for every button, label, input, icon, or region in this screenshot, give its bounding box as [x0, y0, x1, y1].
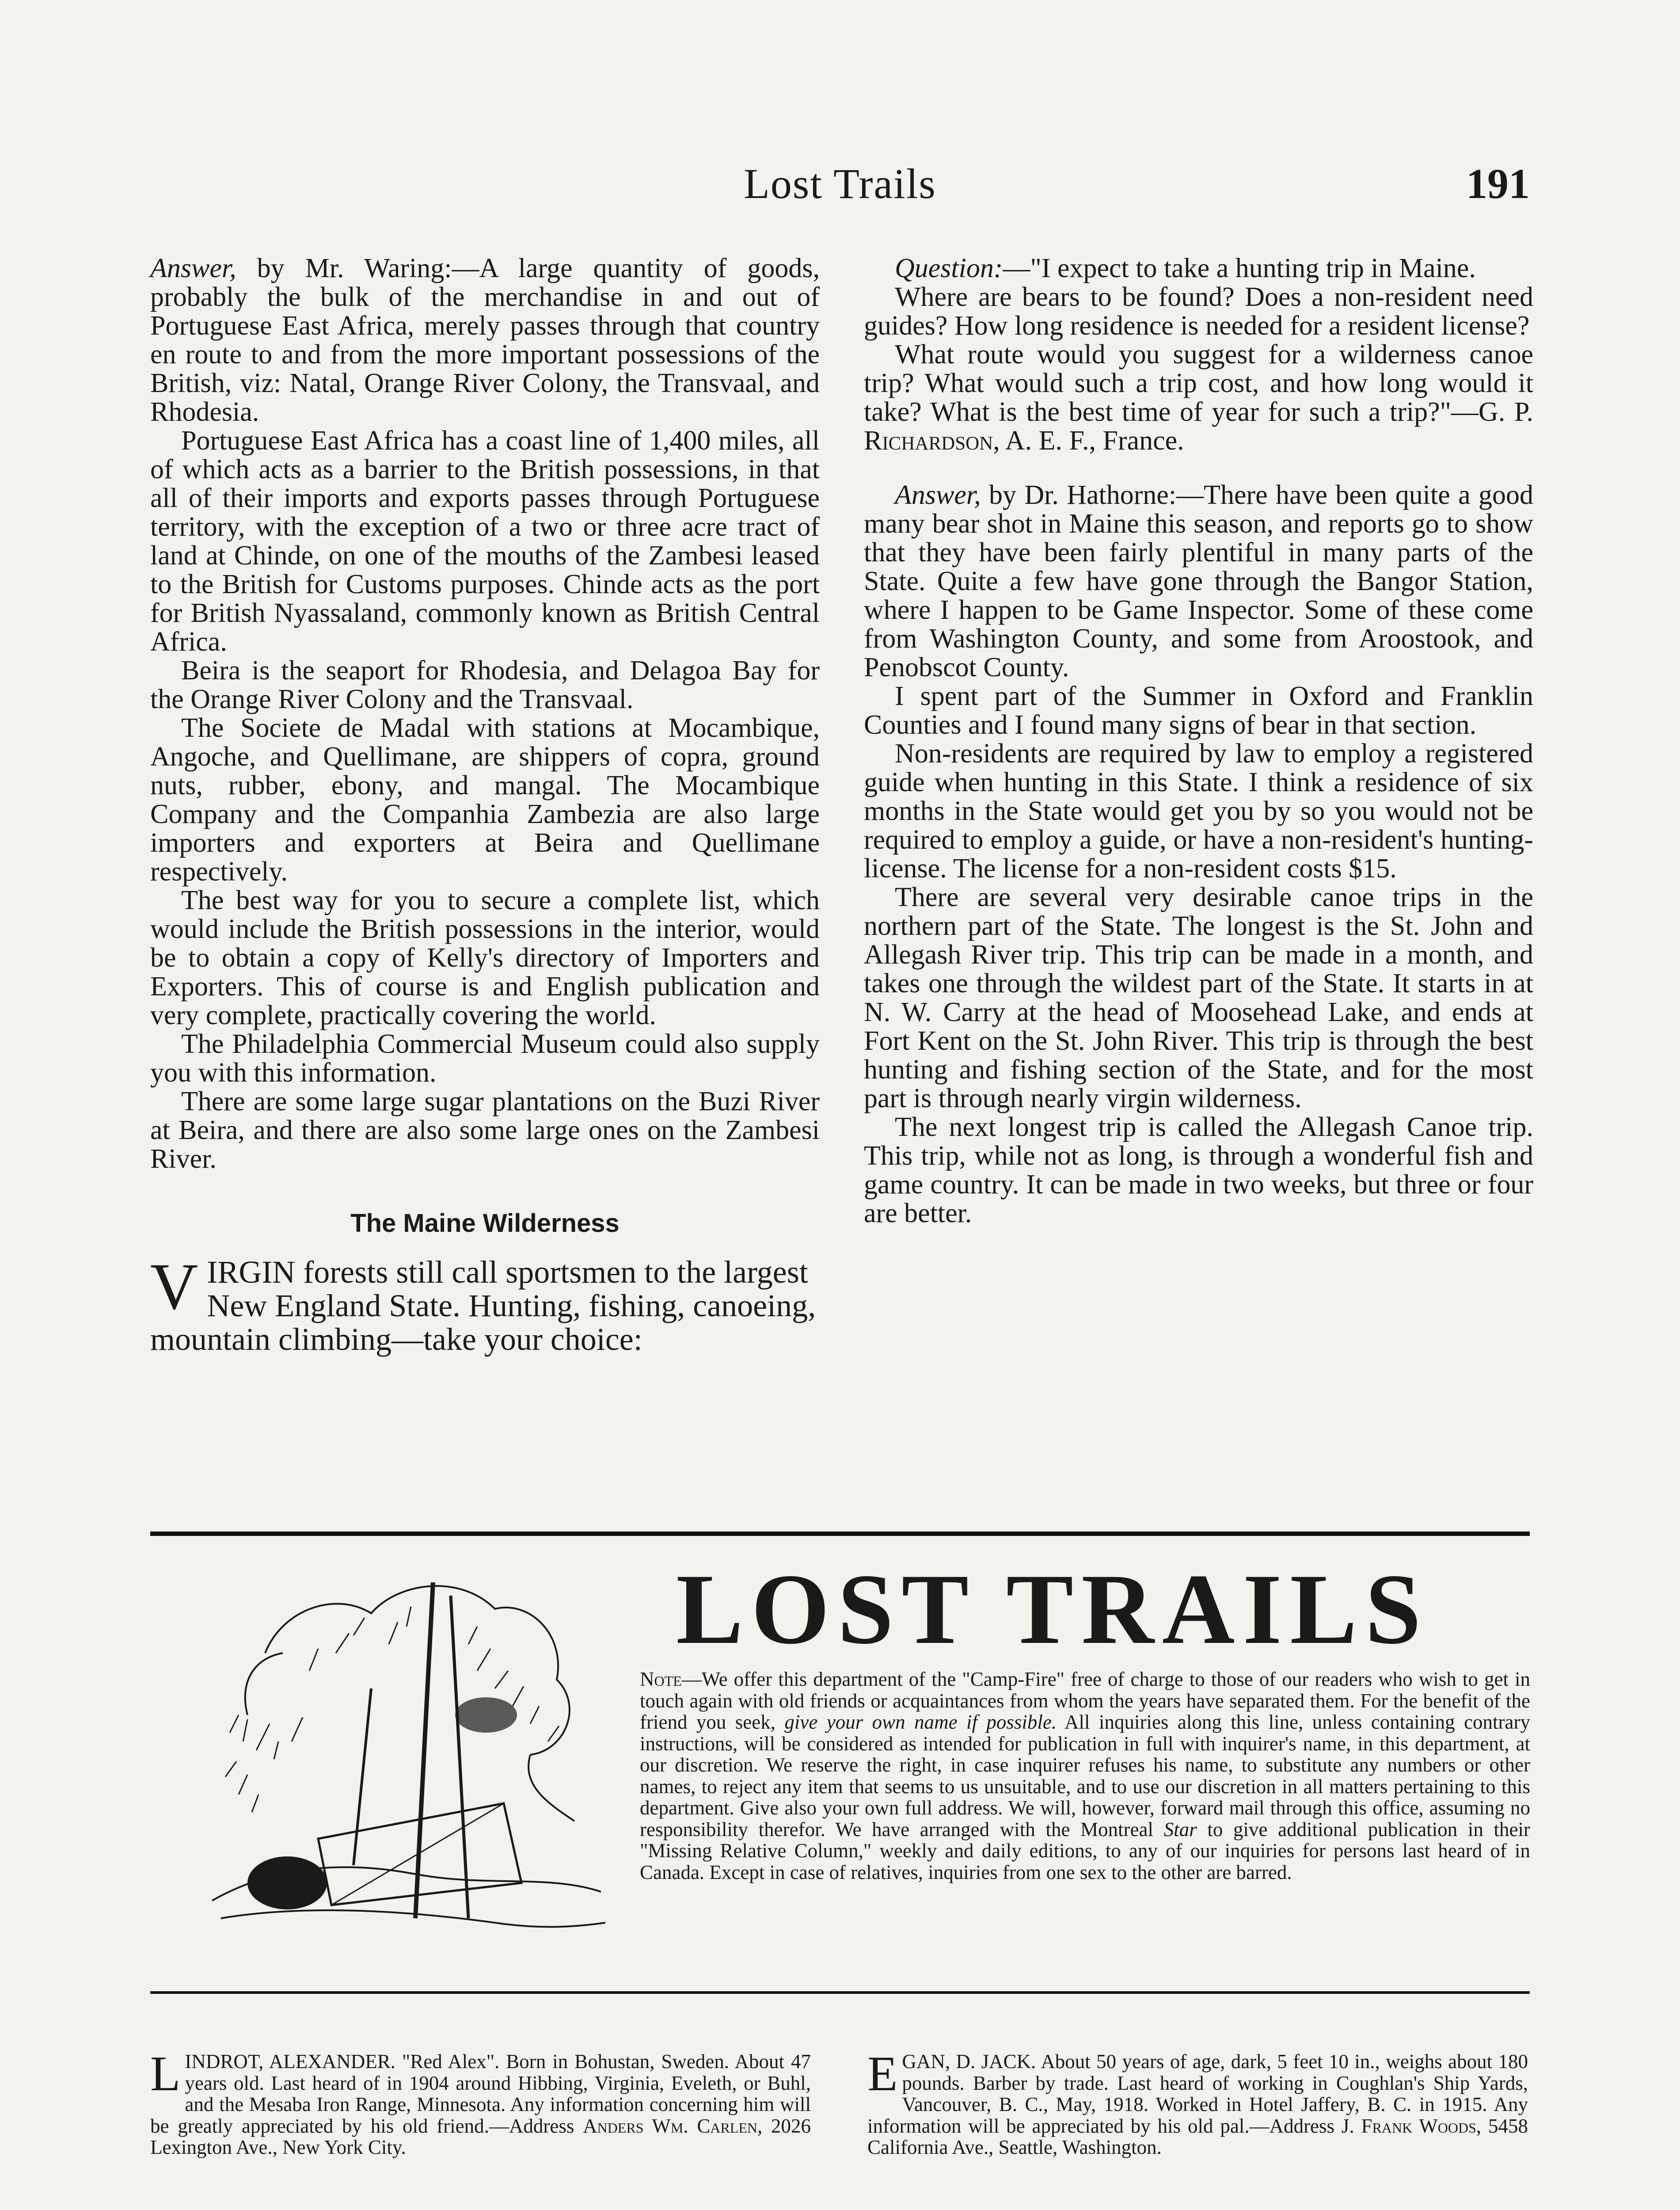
note-text: to give additional publication in their "Missing Relative Column," weekly and daily editions, to any of our inquiries for persons last heard of in Canada. Except in case of relatives, inquiries from one sex to the other are barred.	[640, 1818, 1530, 1883]
note-emphasis: give your own name if possible.	[784, 1711, 1057, 1733]
paragraph: Where are bears to be found? Does a non-resident need guides? How long residence is needed for a resident license?	[864, 282, 1533, 341]
paragraph: The best way for you to secure a complete list, which would include the British possessions in the interior, would be to obtain a copy of Kelly's directory of Importers and Exporters. This of course is and English publication and very complete, practically covering the world.	[150, 885, 820, 1030]
note-text: —We offer this department of the "Camp-Fire" free of charge to those of our readers who wish to get in touch again with old friends or acquaintances from whom the years have separated them. For the benefit of the friend you seek,	[640, 1668, 1530, 1733]
entry-lindrot	[150, 2046, 811, 2158]
paragraph: Beira is the seaport for Rhodesia, and Delagoa Bay for the Orange River Colony and the Transvaal.	[150, 655, 820, 714]
lede-paragraph	[150, 1250, 820, 1357]
answer-label: Answer,	[150, 253, 236, 283]
paragraph: The next longest trip is called the Allegash Canoe trip. This trip, while not as long, is through a wonderful fish and game country. It can be made in two weeks, but three or four are better.	[864, 1112, 1533, 1228]
entry-signature: J. Frank Woods,	[1341, 2115, 1482, 2137]
entry-drop-cap: E	[867, 2046, 898, 2101]
answer-waring-p1	[150, 254, 820, 427]
lost-trails-note	[640, 1669, 1530, 1883]
bottom-rule	[150, 1991, 1530, 1994]
paragraph: The Philadelphia Commercial Museum could also supply you with this information.	[150, 1029, 820, 1088]
answer-hathorne-p1	[864, 481, 1533, 682]
entry-signature: Anders Wm. Carlen,	[583, 2115, 763, 2137]
entry-text: 2026 Lexington Ave., New York City.	[150, 2115, 811, 2158]
question-label: Question:	[895, 253, 1003, 283]
entry-drop-cap: L	[150, 2046, 181, 2101]
running-head-title: Lost Trails	[744, 160, 936, 207]
paragraph: There are some large sugar plantations on the Buzi River at Beira, and there are also some large ones on the Zambesi River.	[150, 1086, 820, 1174]
paragraph-text: France.	[1095, 426, 1184, 456]
entry-text: INDROT, ALEXANDER. "Red Alex". Born in Bohustan, Sweden. About 47 years old. Last heard of in 1904 around Hibbing, Virginia, Eveleth, or Buhl, and the Mesaba Iron Range, Minnesota. Any information concerning him will be greatly appreciated by his old friend.—Address	[150, 2050, 811, 2137]
note-text: All inquiries along this line, unless containing contrary instructions, will be considered as intended for publication in full with inquirer's name, in this department, at our discretion. We reserve the right, in case inquirer refuses his name, to substitute any numbers or other names, to reject any item that seems to us unsuitable, and to use our discretion in all matters pertaining to this department. Give also your own full address. We will, however, forward mail through this office, assuming no responsibility therefor. We have arranged with the Montreal	[640, 1711, 1530, 1840]
entry-egan	[867, 2046, 1528, 2158]
section-heading: The Maine Wilderness	[350, 1209, 620, 1238]
page-number: 191	[1466, 160, 1530, 207]
paragraph: Portuguese East Africa has a coast line of 1,400 miles, all of which acts as a barrier to the British possessions, in that all of their imports and exports passes through Portuguese territory, with the exception of a two or three acre tract of land at Chinde, on one of the mouths of the Zambesi leased to the British for Customs purposes. Chinde acts as the port for British Nyassaland, commonly known as British Central Africa.	[150, 426, 820, 657]
paragraph-text: by Dr. Hathorne:—There have been quite a good many bear shot in Maine this season, and reports go to show that they have been fairly plentiful in many parts of the State. Quite a few have gone through the Bangor Station, where I happen to be Game Inspector. Some of these come from Washington County, and some from Aroostook, and Penobscot County.	[864, 480, 1533, 682]
entry-text: GAN, D. JACK. About 50 years of age, dark, 5 feet 10 in., weighs about 180 pounds. Barber by trade. Last heard of working in Coughlan's Ship Yards, Vancouver, B. C., May, 1918. Worked in Hotel Jaffery, B. C. in 1915. Any information will be appreciated by his old pal.—Address	[867, 2050, 1528, 2137]
entry-text: 5458 California Ave., Seattle, Washington.	[867, 2115, 1528, 2158]
drop-cap: V	[150, 1250, 198, 1323]
signature: G. P. Richardson, A. E. F.,	[864, 397, 1533, 456]
top-rule	[150, 1532, 1530, 1536]
answer-label: Answer,	[895, 480, 981, 510]
question-p1	[864, 254, 1533, 283]
paragraph-text: What route would you suggest for a wilderness canoe trip? What would such a trip cost, and how long would it take? What is the best time of year for such a trip?"—	[864, 339, 1533, 427]
paragraph: There are several very desirable canoe trips in the northern part of the State. The longest is the St. John and Allegash River trip. This trip can be made in a month, and takes one through the wildest part of the State. It starts in at N. W. Carry at the head of Moosehead Lake, and ends at Fort Kent on the St. John River. This trip is through the best hunting and fishing section of the State, and for the most part is through nearly virgin wilderness.	[864, 882, 1533, 1113]
left-column	[150, 254, 820, 1356]
page-header	[150, 159, 1530, 221]
question-p3	[864, 340, 1533, 455]
woodland-illustration	[186, 1556, 619, 1962]
paragraph: The Societe de Madal with stations at Mocambique, Angoche, and Quellimane, are shippers of copra, ground nuts, rubber, ebony, and mangal. The Mocambique Company and the Companhia Zambezia are also large importers and exporters at Beira and Quellimane respectively.	[150, 713, 820, 887]
paragraph-text: —"I expect to take a hunting trip in Maine.	[1003, 253, 1476, 283]
paragraph: Non-residents are required by law to employ a registered guide when hunting in this State. I think a residence of six months in the State would get you by so you would not be required to employ a guide, or have a non-resident's hunting-license. The license for a non-resident costs $15.	[864, 739, 1533, 884]
right-column	[864, 254, 1533, 1228]
lost-trails-title: LOST TRAILS	[676, 1554, 1429, 1665]
paragraph: I spent part of the Summer in Oxford and Franklin Counties and I found many signs of bear in that section.	[864, 681, 1533, 740]
note-label: Note	[640, 1668, 682, 1690]
lede-text: IRGIN forests still call sportsmen to the largest New England State. Hunting, fishing, canoeing, mountain climbing—take your choice:	[150, 1254, 816, 1357]
note-star: Star	[1163, 1818, 1197, 1840]
paragraph-text: by Mr. Waring:—A large quantity of goods, probably the bulk of the merchandise in and out of Portuguese East Africa, merely passes through that country en route to and from the more important possessions of the British, viz: Natal, Orange River Colony, the Transvaal, and Rhodesia.	[150, 253, 820, 427]
